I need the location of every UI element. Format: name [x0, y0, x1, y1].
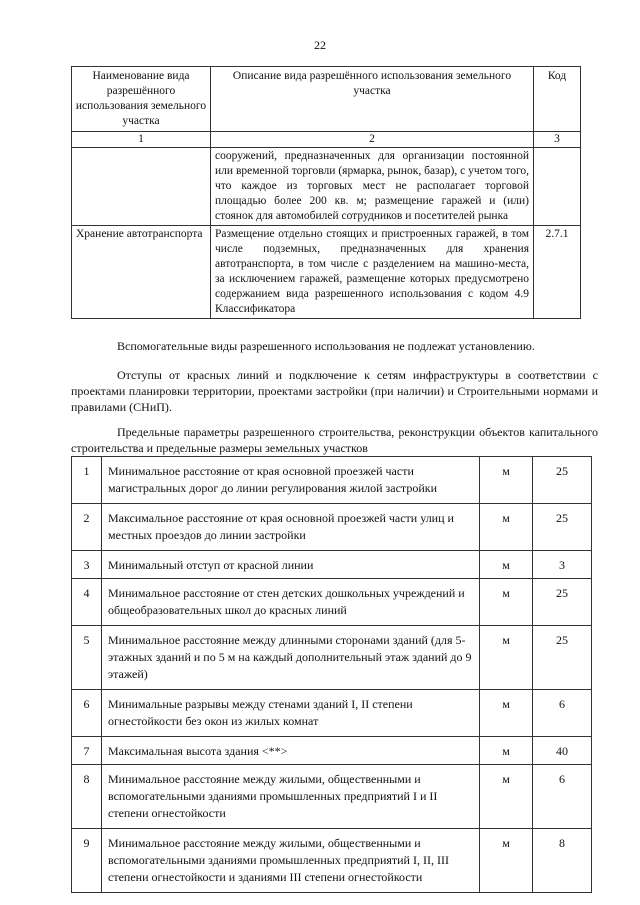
- header-code: Код: [534, 67, 581, 132]
- header-description: Описание вида разрешённого использования земельного участка: [211, 67, 534, 132]
- param-number: 4: [72, 579, 102, 626]
- param-unit: м: [480, 504, 533, 551]
- param-number: 9: [72, 829, 102, 893]
- param-text: Минимальное расстояние между жилыми, общественными и вспомогательными зданиями промышленных предприятий I и II степени огнестойкости: [102, 765, 480, 829]
- table-row: [72, 226, 581, 319]
- param-text: Минимальное расстояние от стен детских дошкольных учреждений и общеобразовательных школ до красных линий: [102, 579, 480, 626]
- usage-description: сооружений, предназначенных для организации постоянной или временной торговли (ярмарка, рынок, базар), с учетом того, что каждое из торговых мест не располагает торговой площадью более 200 кв. м; размещение гаражей и (или) стоянок для автомобилей сотрудников и посетителей рынка: [211, 148, 534, 226]
- param-value: 40: [533, 737, 592, 765]
- param-number: 3: [72, 551, 102, 579]
- param-value: 6: [533, 690, 592, 737]
- param-value: 8: [533, 829, 592, 893]
- usage-description: Размещение отдельно стоящих и пристроенных гаражей, в том числе подземных, предназначенных для хранения автотранспорта, в том числе с разделением на машино-места, за исключением гаражей, размещение которых предусмотрено содержанием вида разрешенного использования с кодом 4.9 Классификатора: [211, 226, 534, 319]
- param-unit: м: [480, 626, 533, 690]
- table-row: [72, 551, 592, 579]
- param-number: 5: [72, 626, 102, 690]
- table-row: [72, 148, 581, 226]
- param-unit: м: [480, 737, 533, 765]
- params-table: [71, 456, 592, 893]
- usage-name: Хранение автотранспорта: [72, 226, 211, 319]
- table-row: [72, 690, 592, 737]
- param-unit: м: [480, 829, 533, 893]
- usage-table-header: [72, 67, 581, 132]
- param-number: 2: [72, 504, 102, 551]
- table-row: [72, 457, 592, 504]
- usage-code: 2.7.1: [534, 226, 581, 319]
- table-row: [72, 829, 592, 893]
- param-text: Минимальное расстояние от края основной проезжей части магистральных дорог до линии регулирования жилой застройки: [102, 457, 480, 504]
- param-text: Максимальная высота здания <**>: [102, 737, 480, 765]
- param-text: Минимальные разрывы между стенами зданий I, II степени огнестойкости без окон из жилых комнат: [102, 690, 480, 737]
- param-text: Минимальное расстояние между длинными сторонами зданий (для 5-этажных зданий и по 5 м на каждый дополнительный этаж зданий до 9 этажей): [102, 626, 480, 690]
- page-number: 22: [314, 38, 326, 52]
- auxiliary-paragraph: Вспомогательные виды разрешенного использования не подлежат установлению.: [117, 339, 535, 353]
- param-unit: м: [480, 765, 533, 829]
- table-row: [72, 626, 592, 690]
- setbacks-paragraph: Отступы от красных линий и подключение к сетям инфраструктуры в соответствии с проектами планировки территории, проектами застройки (при наличии) и Строительными нормами и правилами (СНиП).: [71, 368, 598, 414]
- usage-name: [72, 148, 211, 226]
- param-unit: м: [480, 579, 533, 626]
- param-number: 1: [72, 457, 102, 504]
- param-number: 8: [72, 765, 102, 829]
- param-value: 25: [533, 504, 592, 551]
- param-number: 7: [72, 737, 102, 765]
- header-name: Наименование вида разрешённого использования земельного участка: [72, 67, 211, 132]
- col-number: 2: [211, 132, 534, 148]
- param-value: 6: [533, 765, 592, 829]
- param-value: 25: [533, 579, 592, 626]
- col-number: 1: [72, 132, 211, 148]
- param-unit: м: [480, 551, 533, 579]
- param-value: 25: [533, 626, 592, 690]
- table-row: [72, 579, 592, 626]
- limits-title: Предельные параметры разрешенного строительства, реконструкции объектов капитального строительства и предельные размеры земельных участков: [71, 425, 598, 455]
- usage-table-col-numbers: [72, 132, 581, 148]
- param-unit: м: [480, 457, 533, 504]
- param-text: Максимальное расстояние от края основной проезжей части улиц и местных проездов до линии застройки: [102, 504, 480, 551]
- table-row: [72, 765, 592, 829]
- param-value: 25: [533, 457, 592, 504]
- table-row: [72, 504, 592, 551]
- param-text: Минимальное расстояние между жилыми, общественными и вспомогательными зданиями промышленных предприятий I, II, III степени огнестойкости и зданиями III степени огнестойкости: [102, 829, 480, 893]
- param-number: 6: [72, 690, 102, 737]
- usage-table: [71, 66, 581, 319]
- table-row: [72, 737, 592, 765]
- usage-code: [534, 148, 581, 226]
- param-text: Минимальный отступ от красной линии: [102, 551, 480, 579]
- param-value: 3: [533, 551, 592, 579]
- col-number: 3: [534, 132, 581, 148]
- param-unit: м: [480, 690, 533, 737]
